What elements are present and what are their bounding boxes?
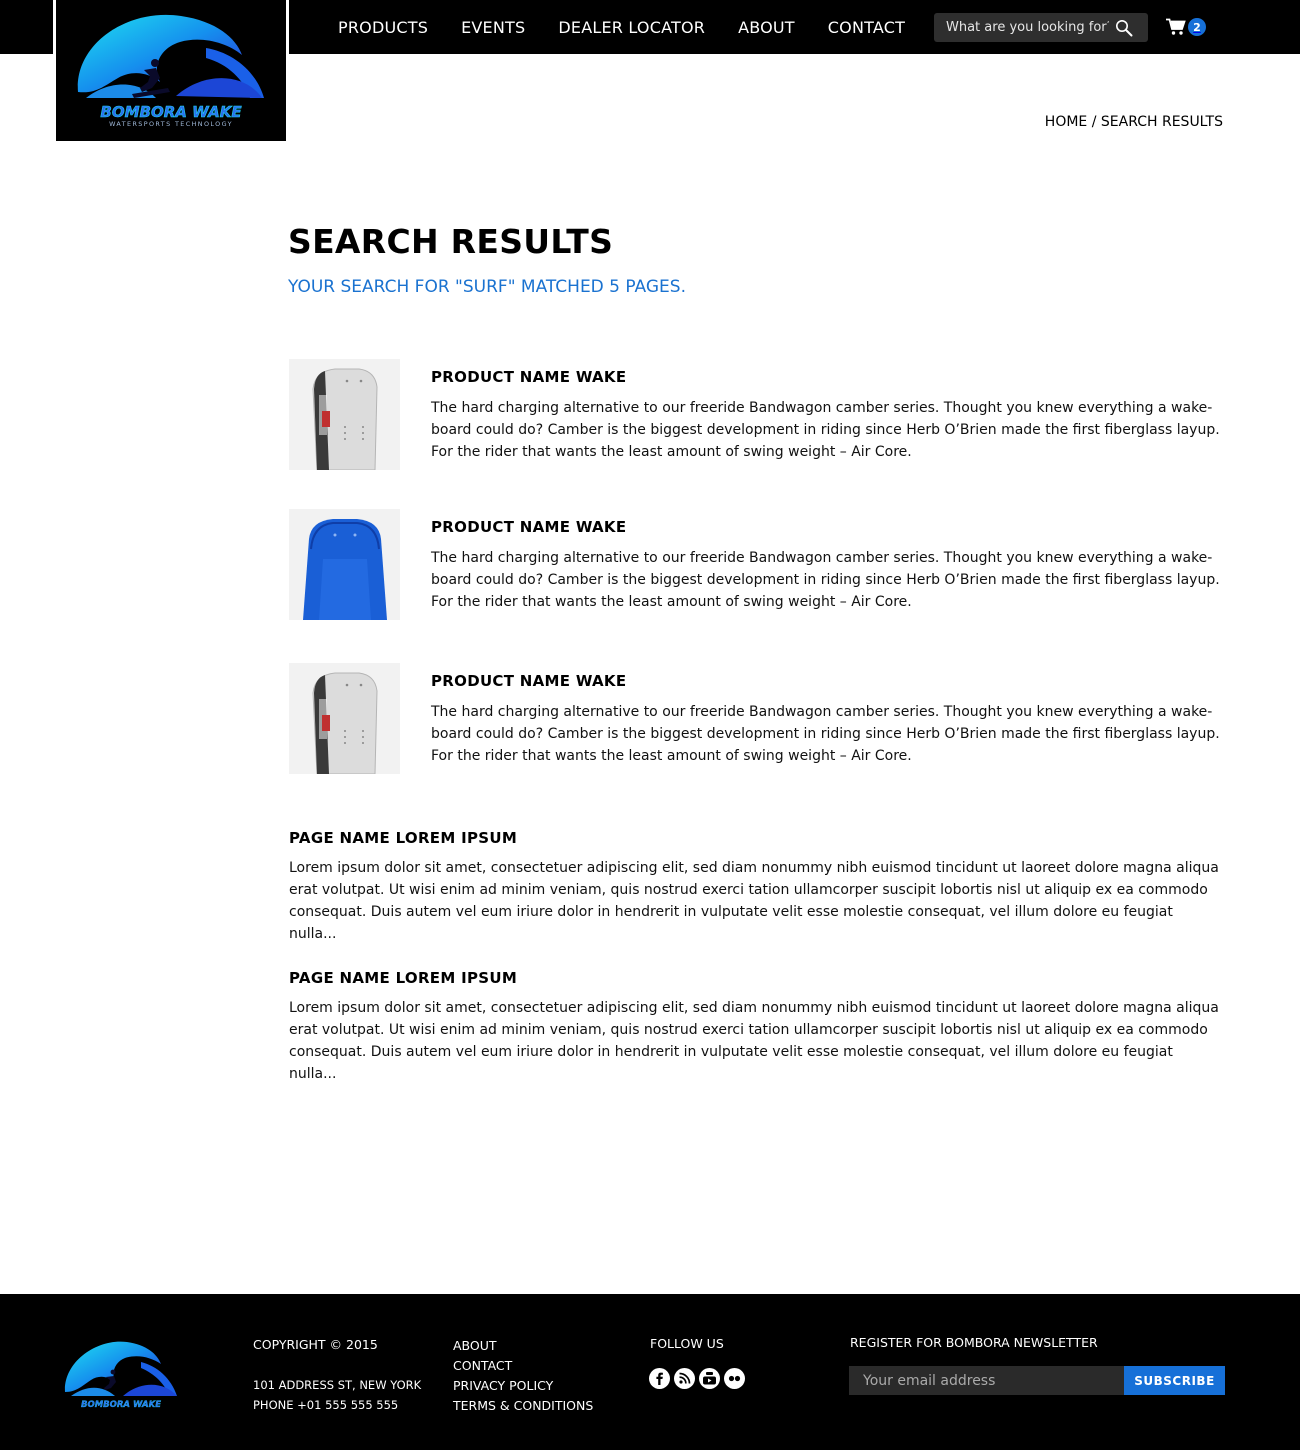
page-result [289,969,1224,1085]
newsletter-email-input[interactable] [849,1366,1124,1395]
product-title-link[interactable]: PRODUCT NAME WAKE [431,518,627,536]
footer-link-about[interactable]: ABOUT [453,1338,497,1353]
nav-dealer-locator[interactable]: DEALER LOCATOR [558,17,706,37]
subscribe-button[interactable]: SUBSCRIBE [1124,1366,1225,1395]
logo-divider [286,0,289,54]
facebook-icon[interactable] [649,1368,670,1389]
rss-icon[interactable] [674,1368,695,1389]
follow-us-label: FOLLOW US [650,1336,724,1351]
blue-wakeboard-icon [289,509,400,620]
footer-contact-info [253,1335,421,1415]
wave-logo-icon [61,1336,182,1411]
site-logo[interactable] [56,0,286,141]
search-icon[interactable] [1109,13,1139,42]
breadcrumb: HOME / SEARCH RESULTS [1044,114,1223,130]
white-wakeboard-icon [289,663,400,774]
cart-count-badge: 2 [1188,18,1206,36]
logo-tagline: WATERSPORTS TECHNOLOGY [109,120,233,128]
page-title-link[interactable]: PAGE NAME LOREM IPSUM [289,969,518,987]
product-thumbnail[interactable] [289,663,400,774]
page-result [289,829,1224,945]
white-wakeboard-icon [289,359,400,470]
search-summary: YOUR SEARCH FOR "SURF" MATCHED 5 PAGES. [288,277,686,297]
footer-links [453,1336,593,1416]
cart-icon [1166,18,1186,36]
youtube-icon[interactable] [699,1368,720,1389]
logo-divider [53,0,56,54]
nav-events[interactable]: EVENTS [461,17,526,37]
main-nav [338,0,938,54]
product-result [289,359,1224,471]
wave-logo-icon [56,0,286,141]
address: 101 ADDRESS ST, NEW YORK [253,1378,422,1392]
nav-about[interactable]: ABOUT [738,17,795,37]
page-title: SEARCH RESULTS [288,222,614,261]
search-box [934,13,1148,42]
newsletter-label: REGISTER FOR BOMBORA NEWSLETTER [850,1335,1098,1350]
phone: PHONE +01 555 555 555 [253,1398,399,1412]
product-thumbnail[interactable] [289,359,400,470]
social-links [649,1368,749,1389]
copyright: COPYRIGHT © 2015 [253,1337,378,1352]
product-title-link[interactable]: PRODUCT NAME WAKE [431,672,627,690]
product-title-link[interactable]: PRODUCT NAME WAKE [431,368,627,386]
footer-link-terms[interactable]: TERMS & CONDITIONS [453,1398,594,1413]
page-description: Lorem ipsum dolor sit amet, consectetuer adipiscing elit, sed diam nonummy nibh euismod tincidunt ut laoreet dolore magna aliqua erat volutpat. Ut wisi enim ad minim veniam, quis nostrud exerci tation ullamcorper suscipit lobortis nisl ut aliquip ex ea commodo consequat. Duis autem vel eum iriure dolor in hendrerit in vulputate velit esse molestie consequat, vel illum dolore eu feugiat nulla... [289,1000,1219,1082]
flickr-icon[interactable] [724,1368,745,1389]
footer-logo[interactable] [61,1336,182,1411]
nav-products[interactable]: PRODUCTS [338,17,429,37]
cart-button[interactable] [1166,16,1206,38]
page-description: Lorem ipsum dolor sit amet, consectetuer adipiscing elit, sed diam nonummy nibh euismod tincidunt ut laoreet dolore magna aliqua erat volutpat. Ut wisi enim ad minim veniam, quis nostrud exerci tation ullamcorper suscipit lobortis nisl ut aliquip ex ea commodo consequat. Duis autem vel eum iriure dolor in hendrerit in vulputate velit esse molestie consequat, vel illum dolore eu feugiat nulla... [289,860,1219,942]
product-description: The hard charging alternative to our freeride Bandwagon camber series. Thought you knew everything a wake-board could do? Camber is the biggest development in riding since Herb O’Brien made the first fiberglass layup. For the rider that wants the least amount of swing weight – Air Core. [431,704,1220,764]
page-title-link[interactable]: PAGE NAME LOREM IPSUM [289,829,518,847]
product-result [289,509,1224,621]
nav-contact[interactable]: CONTACT [827,17,906,37]
product-thumbnail[interactable] [289,509,400,620]
search-input[interactable] [934,20,1109,35]
footer-logo-brand: BOMBORA WAKE [81,1400,161,1410]
logo-brand: BOMBORA WAKE [100,103,242,121]
product-result [289,663,1224,775]
product-description: The hard charging alternative to our freeride Bandwagon camber series. Thought you knew everything a wake-board could do? Camber is the biggest development in riding since Herb O’Brien made the first fiberglass layup. For the rider that wants the least amount of swing weight – Air Core. [431,400,1220,460]
footer-link-privacy[interactable]: PRIVACY POLICY [453,1378,554,1393]
footer-link-contact[interactable]: CONTACT [453,1358,513,1373]
product-description: The hard charging alternative to our freeride Bandwagon camber series. Thought you knew everything a wake-board could do? Camber is the biggest development in riding since Herb O’Brien made the first fiberglass layup. For the rider that wants the least amount of swing weight – Air Core. [431,550,1220,610]
footer [0,1294,1300,1450]
